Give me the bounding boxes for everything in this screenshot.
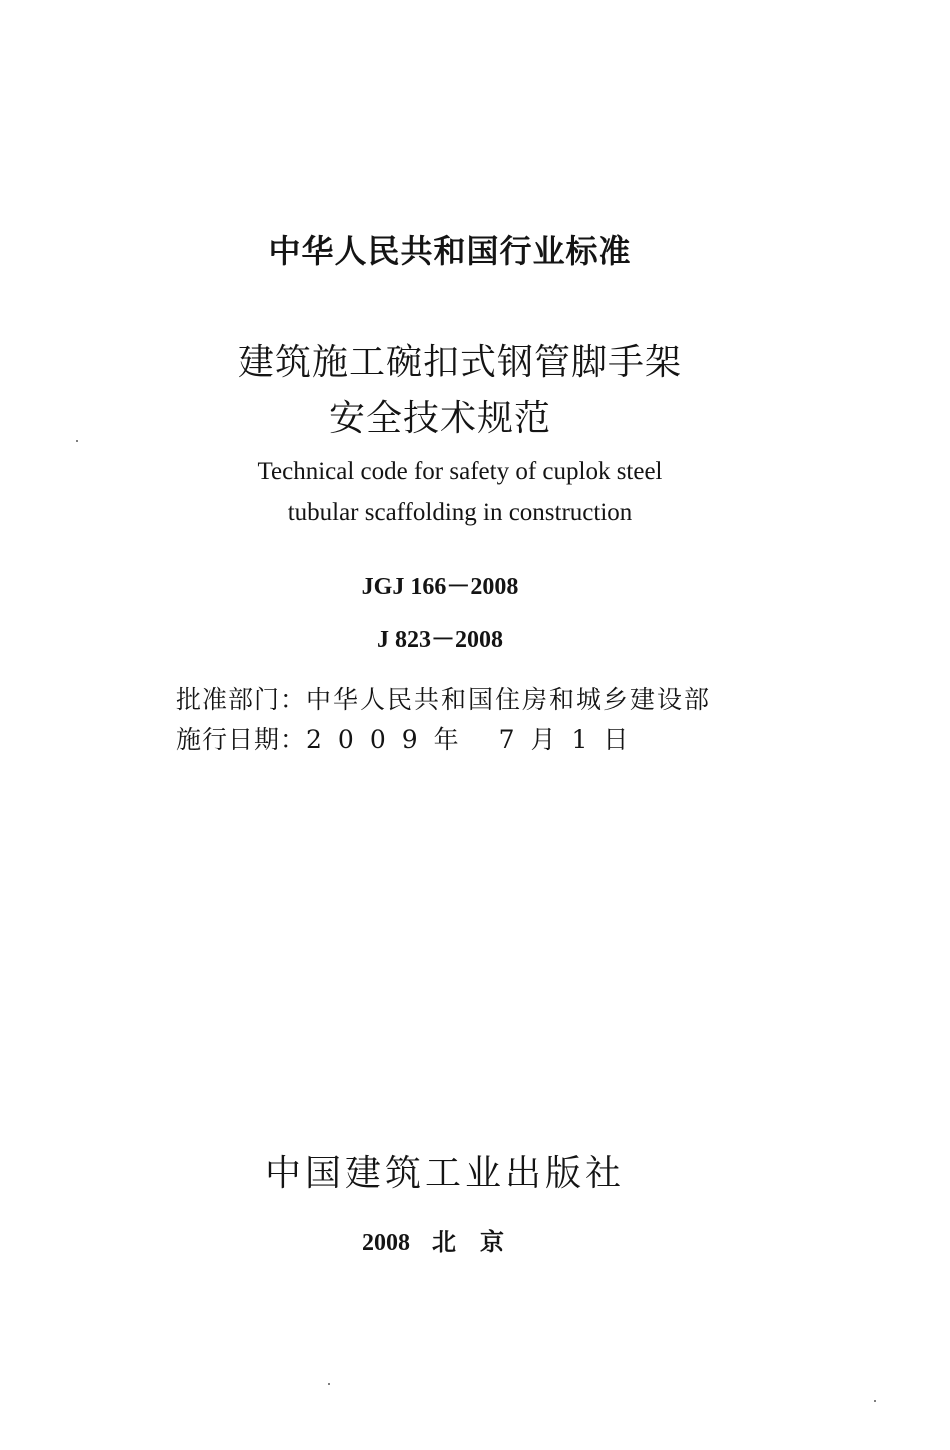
scan-speck: [874, 1400, 876, 1402]
title-cn-line-1: 建筑施工碗扣式钢管脚手架: [237, 342, 682, 383]
publication-city: 北京: [432, 1227, 528, 1256]
title-en-line-2: tubular scaffolding in construction: [287, 499, 633, 526]
publication-info: [0, 1222, 890, 1257]
effective-date-label: 施行日期：: [176, 725, 307, 754]
approval-label: 批准部门：: [176, 685, 307, 714]
approval-row: [176, 680, 711, 716]
title-cn-line-2: 安全技术规范: [328, 398, 551, 439]
effective-date-row: [176, 720, 644, 756]
standard-code-j: J 823－2008: [377, 627, 503, 653]
scan-speck: [76, 440, 78, 442]
publication-year: 2008: [362, 1230, 410, 1256]
title-en-line-1: Technical code for safety of cuplok steel: [257, 458, 663, 485]
effective-date-value: 2009年 7月1日: [306, 725, 645, 754]
approval-value: 中华人民共和国住房和城乡建设部: [306, 685, 712, 714]
scan-speck: [328, 1383, 330, 1385]
standard-code-jgj: JGJ 166－2008: [361, 574, 519, 600]
publisher-name: 中国建筑工业出版社: [264, 1153, 625, 1194]
standard-type-heading: 中华人民共和国行业标准: [268, 232, 632, 270]
